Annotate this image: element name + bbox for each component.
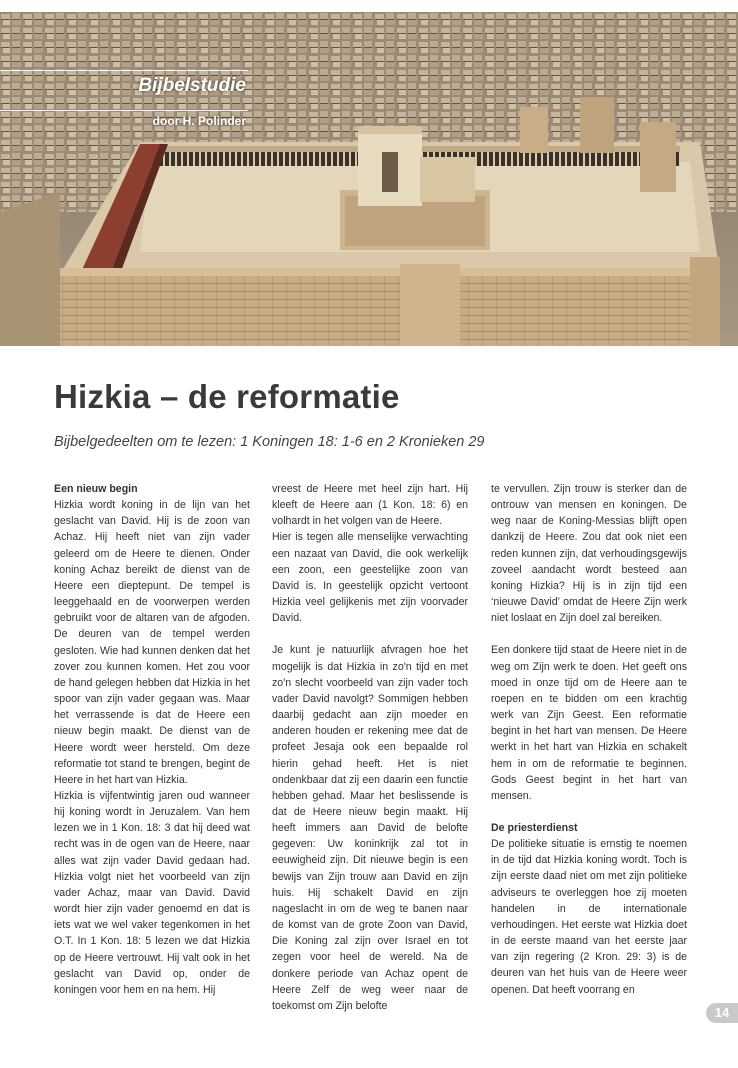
- paragraph: Hier is tegen alle menselijke verwachting een nazaat van David, die ook werkelijk een zoon, een geestelijke zoon van David is. In geestelijk opzicht vertoont Hizkia veel gelijkenis met zijn voorvader David.: [272, 531, 468, 625]
- text-column-2: [272, 481, 468, 1014]
- section-header: [0, 74, 248, 128]
- page-number: 14: [706, 1003, 738, 1023]
- article-subtitle: Bijbelgedeelten om te lezen: 1 Koningen 18: 1-6 en 2 Kronieken 29: [54, 434, 485, 450]
- paragraph: Een donkere tijd staat de Heere niet in de weg om Zijn werk te doen. Het geeft ons moed in onze tijd om de Heere aan te roepen en te bidden om een krachtig werk van Zijn Geest. Een reformatie begint in het hart van mensen. De Heere werkt in het hart van Hizkia en schakelt hem in om de reformatie te beginnen. Gods Geest begint in het hart van mensen.: [491, 644, 687, 802]
- paragraph: Hizkia is vijfentwintig jaren oud wanneer hij koning wordt in Jeruzalem. Van hem lezen we in 1 Kon. 18: 3 dat hij deed wat recht was in de ogen van de Heere, naar alles wat zijn vader David gedaan had. Hizkia volgt niet het voorbeeld van zijn vader Achaz, maar van David. David wordt hier zijn vader genoemd en dat is iets wat we wel vaker tegenkomen in het O.T. In 1 Kon. 18: 5 lezen we dat Hizkia op de Heere vertrouwt. Hij valt ook in het geslacht van David op, onder de koningen voor hem en na hem. Hij: [54, 789, 250, 996]
- section-heading: De priesterdienst: [491, 821, 578, 834]
- paragraph-gap: [491, 804, 687, 820]
- section-heading: Een nieuw begin: [54, 483, 138, 495]
- paragraph: te vervullen. Zijn trouw is sterker dan de ontrouw van mensen en koningen. De weg naar de Koning-Messias blijft open dankzij de Heere. Zou dat ook niet een reden kunnen zijn, dat verhoudingsgewijs zoveel aandacht wordt besteed aan koning Hizkia? Hij is in zijn tijd een ‘nieuwe David’ omdat de Heere Zijn werk niet loslaat en Zijn doel zal bereiken.: [491, 483, 687, 625]
- paragraph: Hizkia wordt koning in de lijn van het geslacht van David. Hij is de zoon van Achaz. Hij heeft niet van zijn vader geleerd om de Heere te dienen. Onder koning Achaz bereikt de dienst van de Heere een dieptepunt. De tempel is leeggehaald en de voorwerpen werden gebruikt voor de altaren van de afgoden. De deuren van de tempel werden gesloten. Wie had kunnen denken dat het zover zou kunnen komen. Het zou voor de hand gelegen hebben dat Hizkia in het spoor van zijn vader gegaan was. Maar het verrassende is dat de Heere een nieuw begin maakt. De dienst van de Heere wordt weer hersteld. Om deze reformatie tot stand te brengen, begint de Heere in het hart van Hizkia.: [54, 499, 250, 786]
- article-title: Hizkia – de reformatie: [54, 378, 400, 415]
- paragraph-gap: [491, 626, 687, 642]
- author-byline: door H. Polinder: [152, 114, 246, 128]
- temple-model-photo: [0, 12, 738, 346]
- text-column-1: [54, 481, 250, 998]
- header-rule-bottom: [0, 110, 248, 111]
- temple-illustration: [0, 12, 738, 346]
- paragraph-gap: [272, 626, 468, 642]
- paragraph: vreest de Heere met heel zijn hart. Hij kleeft de Heere aan (1 Kon. 18: 6) en volhardt in het volgen van de Heere.: [272, 483, 468, 528]
- paragraph: De politieke situatie is ernstig te noemen in de tijd dat Hizkia koning wordt. Toch is zijn eerste daad niet om met zijn politieke adviseurs te overleggen hoe zij moeten handelen in de internationale verhoudingen. Het eerste wat Hizkia doet in de eerste maand van het eerste jaar van zijn regering (2 Kron. 29: 3) is de deuren van het huis van de Heere weer openen. Dat heeft voorrang en: [491, 838, 687, 996]
- header-rule-top: [0, 70, 248, 71]
- paragraph: Je kunt je natuurlijk afvragen hoe het mogelijk is dat Hizkia in zo'n tijd en met zo'n slecht voorbeeld van zijn vader toch vader David navolgt? Sommigen hebben daarbij gedacht aan zijn moeder en anderen houden er rekening mee dat de profeet Jesaja ook een bepaalde rol hierin gehad heeft. Het is niet ondenkbaar dat zij een daarin een functie hebben gehad. Maar het beslissende is dat de Heere nieuw begin maakt. Hij heeft immers aan David de belofte gegeven: Uw koninkrijk zal tot in eeuwigheid zijn. Dit nieuwe begin is een bewijs van Zijn trouw aan David en zijn huis. Hij schakelt David en zijn nageslacht in om de weg te banen naar de komst van de grote Zoon van David, Die Koning zal zijn over Israel en tot zegen voor heel de wereld. Na de donkere periode van Achaz opent de Heere Zelf de weg weer naar de toekomst om Zijn belofte: [272, 644, 468, 1012]
- text-column-3: [491, 481, 687, 998]
- series-label: Bijbelstudie: [138, 75, 246, 96]
